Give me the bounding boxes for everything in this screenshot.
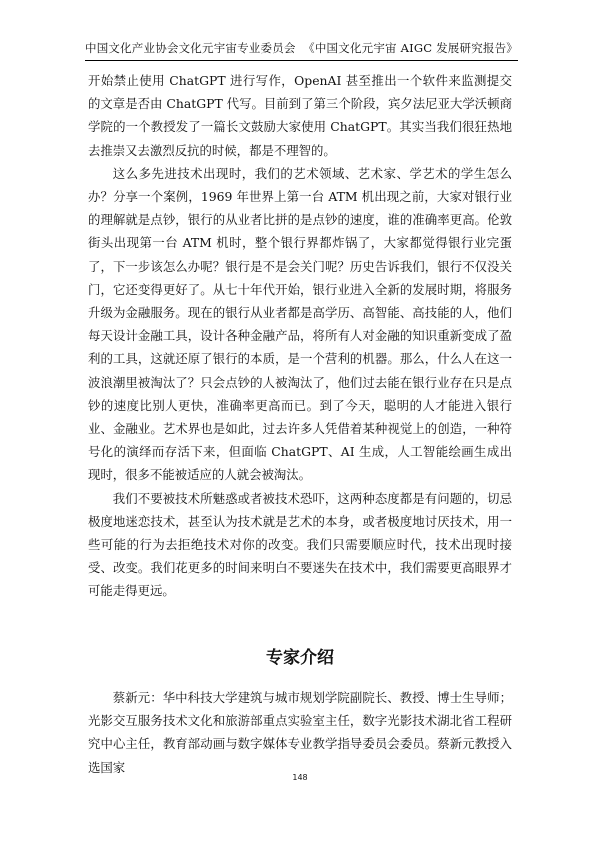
paragraph: 开始禁止使用 ChatGPT 进行写作，OpenAI 甚至推出一个软件来监测提交的文章是否由 ChatGPT 代写。目前到了第三个阶段，宾夕法尼亚大学沃顿商学院的一个教授发了一篇长文鼓励大家使用 ChatGPT。其实当我们很狂热地去推崇又去激烈反抗的时候，都是不理智的。 <box>88 73 512 158</box>
header-rule <box>85 60 518 61</box>
paragraph: 这么多先进技术出现时，我们的艺术领域、艺术家、学艺术的学生怎么办？分享一个案例，1969 年世界上第一台 ATM 机出现之前，大家对银行业的理解就是点钞，银行的从业者比拼的是点钞的速度，谁的准确率更高。伦敦街头出现第一台 ATM 机时，整个银行界都炸锅了，大家都觉得银行业完蛋了，下一步该怎么办呢？银行是不是会关门呢？历史告诉我们，银行不仅没关门，它还变得更好了。从七十年代开始，银行业进入全新的发展时期，将服务升级为金融服务。现在的银行从业者都是高学历、高智能、高技能的人，他们每天设计金融工具，设计各种金融产品，将所有人对金融的知识重新变成了盈利的工具，这就还原了银行的本质，是一个营利的机器。那么，什么人在这一波浪潮里被淘汰了？只会点钞的人被淘汰了，他们过去能在银行业存在只是点钞的速度比别人更快，准确率更高而已。到了今天，聪明的人才能进入银行业、金融业。艺术界也是如此，过去许多人凭借着某种视觉上的创造，一种符号化的演绎而存活下来，但面临 ChatGPT、AI 生成，人工智能绘画生成出现时，很多不能被适应的人就会被淘汰。 <box>88 165 512 483</box>
paragraph: 我们不要被技术所魅惑或者被技术恐吓，这两种态度都是有问题的，切忌极度地迷恋技术，甚至认为技术就是艺术的本身，或者极度地讨厌技术，用一些可能的行为去拒绝技术对你的改变。我们只需要顺应时代，技术出现时接受、改变。我们花更多的时间来明白不要迷失在技术中，我们需要更高眼界才可能走得更远。 <box>88 490 512 599</box>
header-left: 中国文化产业协会文化元宇宙专业委员会 <box>85 41 296 55</box>
page-header <box>85 40 518 56</box>
header-right: 《中国文化元宇宙 AIGC 发展研究报告》 <box>303 41 518 55</box>
expert-intro <box>88 686 512 779</box>
page-number: 148 <box>292 773 308 782</box>
expert-paragraph: 蔡新元：华中科技大学建筑与城市规划学院副院长、教授、博士生导师；光影交互服务技术文化和旅游部重点实验室主任，数字光影技术湖北省工程研究中心主任，教育部动画与数字媒体专业教学指导委员会委员。蔡新元教授入选国家 <box>88 690 512 775</box>
body-text <box>88 69 512 603</box>
section-title: 专家介绍 <box>266 648 334 668</box>
